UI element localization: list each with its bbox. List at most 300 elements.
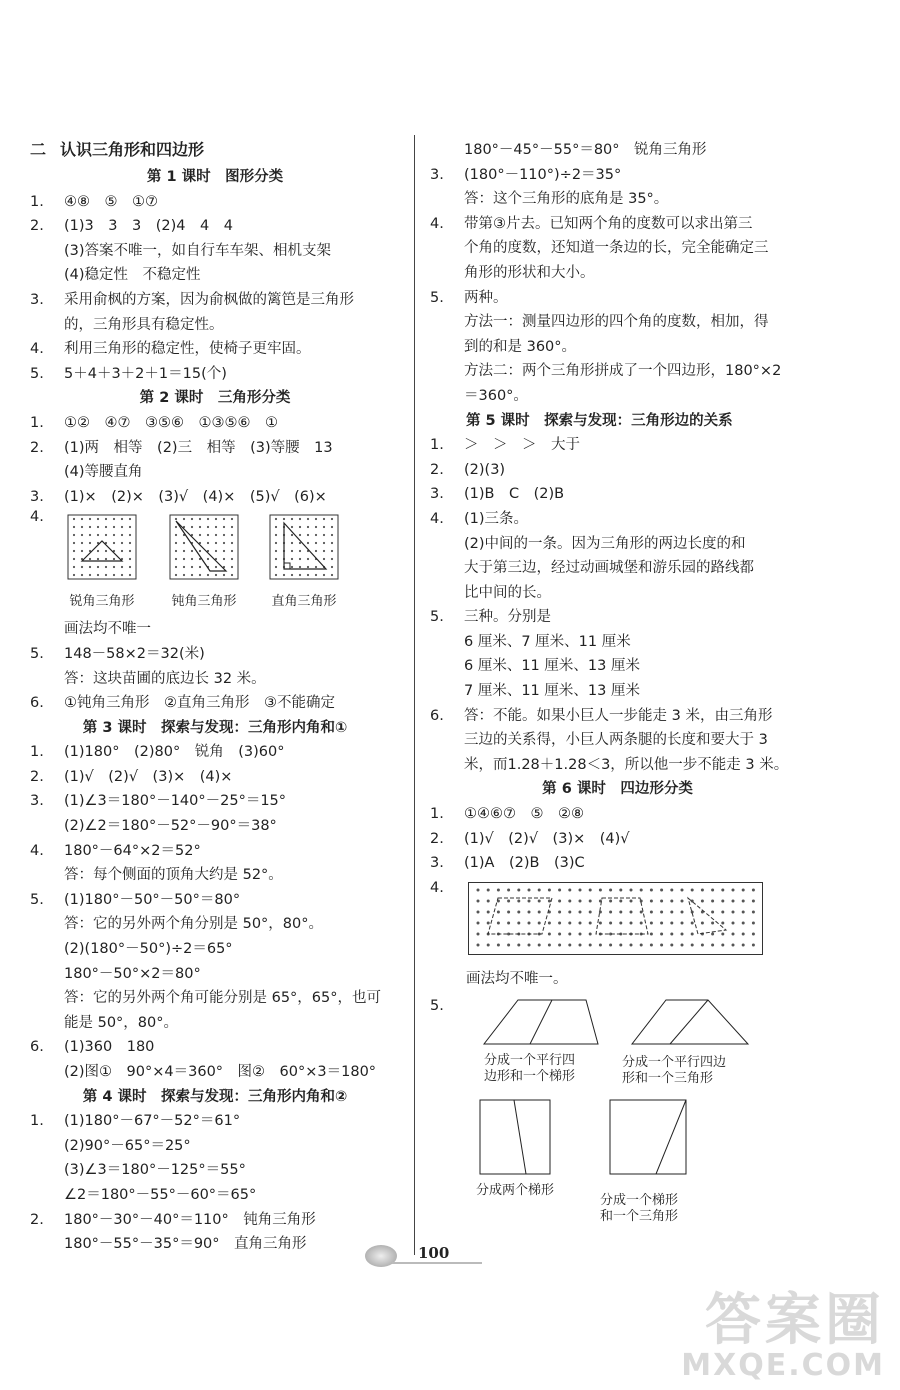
lesson-5-answers	[430, 433, 805, 777]
answer-number: 5.	[30, 365, 44, 382]
answer-text: (4)等腰直角	[64, 464, 143, 481]
grid-dot	[175, 550, 177, 552]
answer-text: 答：每个侧面的顶角大约是 52°。	[64, 867, 283, 884]
grid-dot	[732, 943, 735, 946]
grid-dot	[660, 921, 663, 924]
grid-dot	[528, 910, 531, 913]
grid-dot	[691, 943, 694, 946]
grid-dot	[89, 558, 91, 560]
grid-dot	[732, 899, 735, 902]
grid-dot	[175, 542, 177, 544]
grid-dot	[73, 550, 75, 552]
grid-dot	[609, 921, 612, 924]
answer-line	[430, 482, 805, 507]
lesson-3-answers	[30, 740, 400, 1084]
grid-dot	[183, 566, 185, 568]
grid-dot	[223, 558, 225, 560]
grid-dot	[299, 550, 301, 552]
lesson-2-answers	[30, 411, 400, 509]
grid-dot	[517, 943, 520, 946]
grid-dot	[681, 899, 684, 902]
answer-text: (1)两 相等 (2)三 相等 (3)等腰 13	[64, 439, 333, 456]
grid-dot	[517, 910, 520, 913]
grid-dot	[752, 943, 755, 946]
grid-dot	[558, 932, 561, 935]
grid-dot	[477, 943, 480, 946]
grid-dot	[752, 932, 755, 935]
grid-dot	[640, 921, 643, 924]
grid-dot	[207, 558, 209, 560]
answer-text: 的，三角形具有稳定性。	[64, 316, 224, 333]
grid-dot	[223, 574, 225, 576]
caption-3-line-1: 分成两个梯形	[476, 1182, 555, 1198]
grid-dot	[113, 534, 115, 536]
question-number: 4.	[430, 879, 444, 896]
answer-number: 3.	[430, 855, 444, 872]
answer-line	[430, 310, 805, 335]
grid-dot	[121, 574, 123, 576]
trapezoid-triangle-split	[632, 1000, 748, 1044]
grid-dot	[568, 943, 571, 946]
answer-text: (3)答案不唯一，如自行车车架、相机支架	[64, 242, 332, 259]
grid-dot	[568, 888, 571, 891]
grid-dot	[477, 921, 480, 924]
grid-dot	[299, 526, 301, 528]
answer-line	[30, 863, 400, 888]
grid-dot	[275, 558, 277, 560]
answer-line	[30, 617, 400, 642]
grid-dot	[538, 943, 541, 946]
grid-dot	[175, 534, 177, 536]
answer-text: 米，而1.28＋1.28＜3，所以他一步不能走 3 米。	[464, 756, 789, 773]
grid-dot	[81, 518, 83, 520]
answer-text: 答：这个三角形的底角是 35°。	[464, 191, 669, 208]
section-number: 二	[30, 140, 47, 159]
answer-text: 答：它的另外两个角可能分别是 65°，65°，也可	[64, 990, 382, 1007]
triangle-grids-row	[30, 509, 400, 617]
grid-dot	[538, 899, 541, 902]
grid-dot	[670, 899, 673, 902]
answer-text: (2)图① 90°×4＝360° 图② 60°×3＝180°	[64, 1064, 377, 1080]
answer-number: 1.	[30, 744, 44, 761]
answer-text: 到的和是 360°。	[464, 338, 577, 355]
grid-dot	[517, 921, 520, 924]
answer-line	[30, 1109, 400, 1134]
grid-dot	[97, 574, 99, 576]
grid-dot	[650, 921, 653, 924]
grid-dot	[732, 910, 735, 913]
grid-dot	[129, 574, 131, 576]
answer-number: 2.	[30, 439, 44, 456]
grid-dot	[323, 534, 325, 536]
answer-number: 2.	[30, 218, 44, 235]
grid-dot	[283, 574, 285, 576]
answer-line	[30, 1232, 400, 1257]
grid-dot	[589, 888, 592, 891]
answer-line	[430, 433, 805, 458]
grid-dot	[517, 899, 520, 902]
grid-dot	[275, 574, 277, 576]
grid-dot	[589, 899, 592, 902]
answer-text: (1)180°－67°－52°＝61°	[64, 1113, 241, 1130]
grid-dot	[477, 932, 480, 935]
grid-dot	[630, 888, 633, 891]
answer-line	[30, 839, 400, 864]
grid-dot	[701, 921, 704, 924]
grid-dot	[121, 526, 123, 528]
grid-dot	[315, 550, 317, 552]
answer-text: 三种。分别是	[464, 609, 551, 626]
grid-dot	[487, 921, 490, 924]
answer-number: 3.	[430, 486, 444, 503]
grid-dot	[183, 542, 185, 544]
grid-dot	[89, 542, 91, 544]
right-column	[430, 138, 805, 1234]
grid-dot	[487, 910, 490, 913]
answer-number: 1.	[430, 437, 444, 454]
grid-dot	[323, 526, 325, 528]
grid-dot	[497, 910, 500, 913]
answer-line	[30, 1208, 400, 1233]
grid-dot	[89, 526, 91, 528]
answer-line	[30, 691, 400, 716]
answer-text: 148－58×2＝32(米)	[64, 645, 205, 662]
grid-dot	[517, 888, 520, 891]
answer-text: 答：不能。如果小巨人一步能走 3 米，由三角形	[464, 707, 773, 724]
grid-dot	[231, 558, 233, 560]
grid-dot	[721, 932, 724, 935]
answer-line	[430, 556, 805, 581]
answer-line	[430, 630, 805, 655]
question-number: 5.	[430, 997, 444, 1014]
grid-dot	[742, 899, 745, 902]
grid-dot	[681, 943, 684, 946]
grid-dot	[121, 542, 123, 544]
answer-text: 采用俞枫的方案，因为俞枫做的篱笆是三角形	[64, 291, 354, 308]
answer-text: (2)∠2＝180°－52°－90°＝38°	[64, 818, 277, 835]
grid-dot	[113, 542, 115, 544]
grid-dot	[528, 899, 531, 902]
split-shapes-figure	[430, 994, 805, 1234]
answer-text: 画法均不唯一	[64, 621, 151, 638]
answer-line	[430, 212, 805, 237]
answer-text: 5＋4＋3＋2＋1＝15(个)	[64, 365, 227, 382]
grid-dot	[691, 932, 694, 935]
grid-dot	[691, 921, 694, 924]
grid-dot	[599, 921, 602, 924]
lesson-1-answers	[30, 190, 400, 387]
grid-dot	[650, 943, 653, 946]
grid-dot	[121, 534, 123, 536]
drawing-note: 画法均不唯一。	[466, 970, 568, 987]
grid-dot	[548, 888, 551, 891]
grid-dot	[589, 921, 592, 924]
grid-dot	[711, 921, 714, 924]
answer-number: 2.	[430, 830, 444, 847]
grid-dot	[558, 921, 561, 924]
answer-text: 比中间的长。	[464, 584, 551, 601]
grid-dot	[589, 932, 592, 935]
grid-dot	[711, 899, 714, 902]
grid-dot	[223, 518, 225, 520]
grid-dot	[73, 518, 75, 520]
grid-dot	[175, 558, 177, 560]
square-two-trapezoids	[480, 1100, 550, 1174]
answer-text: (3)∠3＝180°－125°＝55°	[64, 1162, 246, 1179]
lesson-4-answers-continued	[430, 138, 805, 409]
answer-line	[30, 1011, 400, 1036]
answer-text: (1)√ (2)√ (3)× (4)×	[64, 768, 233, 785]
answer-line	[430, 261, 805, 286]
grid-dot	[538, 888, 541, 891]
grid-dot	[619, 888, 622, 891]
grid-dot	[558, 899, 561, 902]
grid-dot	[81, 526, 83, 528]
grid-dot	[105, 574, 107, 576]
grid-dot	[129, 566, 131, 568]
grid-dot	[73, 566, 75, 568]
grid-dot	[323, 542, 325, 544]
grid-dot	[538, 921, 541, 924]
answer-number: 2.	[430, 461, 444, 478]
grid-dot	[630, 899, 633, 902]
grid-dot	[721, 943, 724, 946]
lesson-3-title: 第 3 课时 探索与发现：三角形内角和①	[82, 719, 348, 736]
grid-dot	[231, 542, 233, 544]
grid-dot	[307, 558, 309, 560]
section-title	[30, 135, 400, 165]
answer-line	[30, 814, 400, 839]
grid-dot	[660, 943, 663, 946]
grid-dot	[207, 574, 209, 576]
answer-line	[430, 802, 805, 827]
grid-dot	[507, 910, 510, 913]
answer-text: 方法一：测量四边形的四个角的度数，相加，得	[464, 314, 769, 331]
answer-line	[430, 458, 805, 483]
grid-dot	[548, 932, 551, 935]
answer-line	[30, 1134, 400, 1159]
answer-line	[30, 263, 400, 288]
grid-dot	[323, 550, 325, 552]
grid-dot	[640, 910, 643, 913]
answer-number: 5.	[30, 645, 44, 662]
acute-triangle-grid	[68, 515, 136, 579]
answer-line	[30, 765, 400, 790]
grid-dot	[497, 943, 500, 946]
grid-dot	[660, 910, 663, 913]
grid-dot	[231, 534, 233, 536]
answer-line	[30, 337, 400, 362]
grid-dot	[199, 574, 201, 576]
grid-dot	[507, 888, 510, 891]
answer-number: 3.	[30, 488, 44, 505]
grid-dot	[528, 921, 531, 924]
grid-dot	[215, 574, 217, 576]
lesson-6-answers	[430, 802, 805, 876]
grid-dot	[129, 558, 131, 560]
grid-dot	[291, 550, 293, 552]
grid-dot	[701, 888, 704, 891]
answer-text: 能是 50°，80°。	[64, 1014, 179, 1031]
grid-dot	[183, 550, 185, 552]
grid-dot	[183, 518, 185, 520]
grid-dot	[307, 534, 309, 536]
grid-dot	[568, 910, 571, 913]
grid-dot	[73, 542, 75, 544]
grid-dot	[660, 932, 663, 935]
caption-1-line-1: 分成一个平行四	[484, 1052, 576, 1068]
grid-label-acute: 锐角三角形	[69, 594, 135, 610]
grid-dot	[670, 943, 673, 946]
answer-number: 1.	[430, 806, 444, 823]
grid-dot	[129, 534, 131, 536]
grid-dot	[97, 518, 99, 520]
grid-dot	[609, 943, 612, 946]
answer-number: 5.	[30, 891, 44, 908]
grid-dot	[231, 526, 233, 528]
grid-dot	[752, 888, 755, 891]
grid-dot	[331, 526, 333, 528]
answer-text: 带第③片去。已知两个角的度数可以求出第三	[464, 215, 753, 232]
triangle-grids-figure	[30, 509, 400, 617]
grid-dot	[548, 899, 551, 902]
caption-1-line-2: 边形和一个梯形	[484, 1068, 576, 1084]
answer-line	[30, 436, 400, 461]
grid-dot	[307, 574, 309, 576]
grid-dot	[207, 534, 209, 536]
grid-dot	[681, 932, 684, 935]
grid-dot	[291, 566, 293, 568]
grid-dot	[681, 910, 684, 913]
grid-dot	[579, 888, 582, 891]
grid-dot	[701, 943, 704, 946]
answer-text: 180°－64°×2＝52°	[64, 842, 201, 859]
grid-dot	[331, 518, 333, 520]
answer-text: ＞ ＞ ＞ 大于	[464, 437, 580, 454]
grid-dot	[191, 550, 193, 552]
answer-text: (2)90°－65°＝25°	[64, 1137, 191, 1154]
grid-dot	[670, 921, 673, 924]
grid-dot	[215, 550, 217, 552]
answer-text: 利用三角形的稳定性，使椅子更牢固。	[64, 341, 311, 358]
answer-number: 6.	[30, 695, 44, 712]
grid-dot	[73, 534, 75, 536]
grid-dot	[558, 910, 561, 913]
answer-line	[30, 411, 400, 436]
grid-dot	[191, 566, 193, 568]
grid-dot	[589, 943, 592, 946]
answer-number: 5.	[430, 609, 444, 626]
answer-line	[430, 581, 805, 606]
answer-line	[430, 138, 805, 163]
grid-dot	[487, 888, 490, 891]
answer-text: (1)√ (2)√ (3)× (4)√	[464, 830, 630, 847]
grid-dot	[121, 518, 123, 520]
grid-dot	[507, 921, 510, 924]
grid-dot	[105, 534, 107, 536]
answer-line	[30, 888, 400, 913]
grid-dot	[299, 518, 301, 520]
answer-number: 1.	[30, 1113, 44, 1130]
grid-dot	[487, 899, 490, 902]
section-heading: 认识三角形和四边形	[60, 140, 205, 159]
answer-text: ①② ④⑦ ③⑤⑥ ①③⑤⑥ ①	[64, 414, 278, 431]
answer-line	[430, 335, 805, 360]
grid-dot	[191, 558, 193, 560]
grid-dot	[630, 921, 633, 924]
grid-dot	[315, 542, 317, 544]
caption-2-line-1: 分成一个平行四边	[622, 1054, 727, 1070]
grid-dot	[331, 566, 333, 568]
answer-number: 3.	[430, 166, 444, 183]
answer-number: 6.	[30, 1039, 44, 1056]
watermark-url: MXQE.COM	[681, 1348, 885, 1383]
grid-dot	[609, 888, 612, 891]
grid-dot	[331, 542, 333, 544]
grid-dot	[752, 921, 755, 924]
grid-dot	[323, 558, 325, 560]
grid-dot	[275, 534, 277, 536]
grid-dot	[619, 943, 622, 946]
grid-dot	[660, 899, 663, 902]
grid-dot	[299, 574, 301, 576]
grid-dot	[105, 566, 107, 568]
lesson-1-title: 第 1 课时 图形分类	[146, 169, 284, 185]
grid-dot	[630, 943, 633, 946]
grid-dot	[215, 526, 217, 528]
grid-dot	[315, 566, 317, 568]
answer-text: (1)360 180	[64, 1039, 155, 1056]
grid-dot	[73, 574, 75, 576]
answer-text: 6 厘米、11 厘米、13 厘米	[464, 658, 640, 675]
answer-number: 3.	[30, 793, 44, 810]
grid-dot	[129, 526, 131, 528]
grid-dot	[175, 526, 177, 528]
grid-dot	[599, 943, 602, 946]
grid-dot	[191, 526, 193, 528]
grid-dot	[215, 534, 217, 536]
grid-dot	[113, 558, 115, 560]
grid-dot	[299, 558, 301, 560]
grid-dot	[89, 566, 91, 568]
grid-dot	[331, 534, 333, 536]
grid-dot	[97, 558, 99, 560]
grid-dot	[231, 566, 233, 568]
answer-text: (1)180° (2)80° 锐角 (3)60°	[64, 744, 285, 761]
grid-dot	[619, 910, 622, 913]
answer-line	[430, 163, 805, 188]
grid-dot	[315, 526, 317, 528]
grid-dot	[579, 910, 582, 913]
answer-text: 个角的度数，还知道一条边的长，完全能确定三	[464, 240, 769, 257]
answer-line	[430, 286, 805, 311]
grid-dot	[315, 534, 317, 536]
answer-text: ＝360°。	[464, 387, 528, 404]
answer-text: ①钝角三角形 ②直角三角形 ③不能确定	[64, 695, 335, 712]
question-number: 4.	[30, 509, 44, 526]
grid-dot	[711, 932, 714, 935]
grid-dot	[307, 542, 309, 544]
answer-text: 方法二：两个三角形拼成了一个四边形，180°×2	[464, 363, 782, 380]
lesson-4-title: 第 4 课时 探索与发现：三角形内角和②	[82, 1088, 348, 1105]
answer-line	[430, 605, 805, 630]
answer-text: (1)× (2)× (3)√ (4)× (5)√ (6)×	[64, 488, 327, 505]
grid-dot	[275, 550, 277, 552]
answer-text: (1)B C (2)B	[464, 486, 565, 503]
grid-dot	[477, 888, 480, 891]
lesson-5-title: 第 5 课时 探索与发现：三角形边的关系	[466, 412, 733, 429]
grid-dot	[291, 558, 293, 560]
